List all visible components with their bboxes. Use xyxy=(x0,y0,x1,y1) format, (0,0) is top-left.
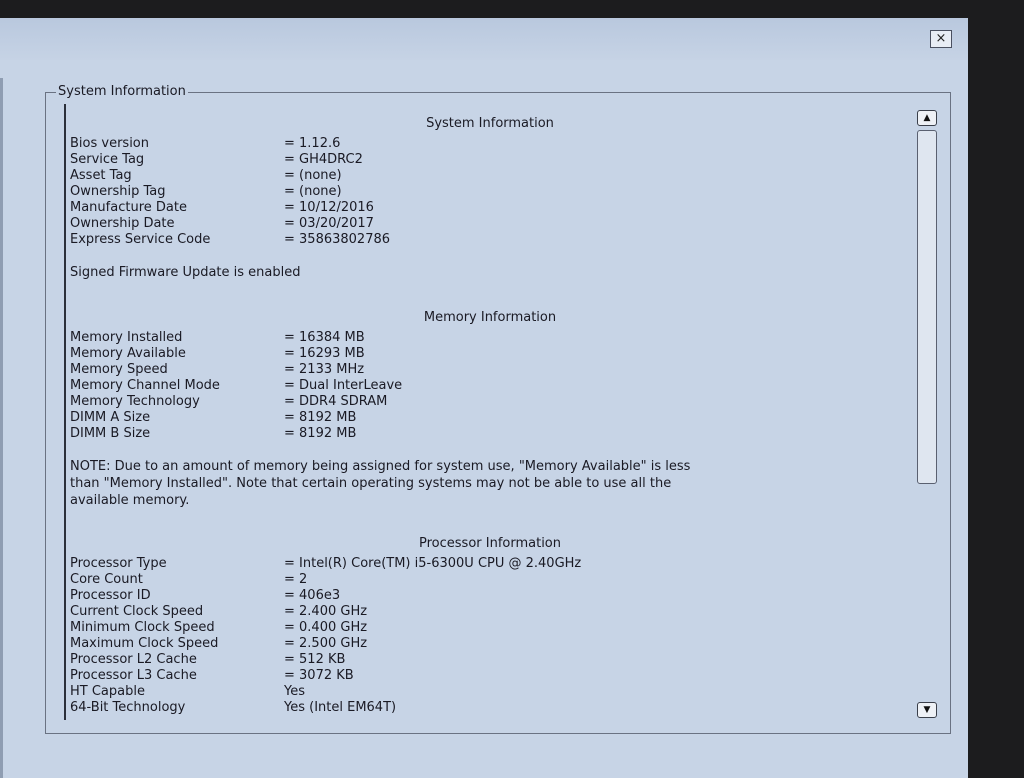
system-row-label: Express Service Code xyxy=(70,232,211,247)
memory-row-value: = 8192 MB xyxy=(284,426,357,441)
memory-note-line: NOTE: Due to an amount of memory being assigned for system use, "Memory Available" is less xyxy=(70,459,691,474)
processor-row xyxy=(70,588,910,604)
processor-row xyxy=(70,668,910,684)
processor-row-label: Processor L3 Cache xyxy=(70,668,197,683)
system-row xyxy=(70,200,910,216)
system-row-label: Service Tag xyxy=(70,152,145,167)
processor-row-label: 64-Bit Technology xyxy=(70,700,186,715)
signed-firmware-status: Signed Firmware Update is enabled xyxy=(70,265,301,280)
memory-row-label: DIMM A Size xyxy=(70,410,151,425)
left-edge-line xyxy=(0,78,3,778)
system-row xyxy=(70,152,910,168)
memory-row-value: = Dual InterLeave xyxy=(284,378,403,393)
processor-row xyxy=(70,572,910,588)
memory-row-value: = 8192 MB xyxy=(284,410,357,425)
vertical-scrollbar[interactable] xyxy=(914,104,940,721)
processor-row-value: = 3072 KB xyxy=(284,668,354,683)
system-row-label: Ownership Date xyxy=(70,216,175,231)
processor-row xyxy=(70,620,910,636)
system-row xyxy=(70,232,910,248)
processor-row-value: = 2.400 GHz xyxy=(284,604,368,619)
system-row xyxy=(70,136,910,152)
memory-row xyxy=(70,346,910,362)
processor-row xyxy=(70,604,910,620)
processor-row-value: = 2.500 GHz xyxy=(284,636,368,651)
close-icon: × xyxy=(935,31,947,46)
close-button[interactable] xyxy=(930,30,952,48)
title-bar xyxy=(0,18,968,60)
memory-row xyxy=(70,410,910,426)
system-information-group xyxy=(45,84,951,734)
processor-row xyxy=(70,684,910,700)
system-row-value: = GH4DRC2 xyxy=(284,152,363,167)
memory-row xyxy=(70,394,910,410)
scroll-down-button[interactable] xyxy=(917,702,937,718)
processor-row-value: = Intel(R) Core(TM) i5-6300U CPU @ 2.40GHz xyxy=(284,556,582,571)
memory-note-line: than "Memory Installed". Note that certain operating systems may not be able to use all the xyxy=(70,476,672,491)
memory-row-value: = 16293 MB xyxy=(284,346,365,361)
system-row-label: Ownership Tag xyxy=(70,184,166,199)
system-row-value: = 1.12.6 xyxy=(284,136,341,151)
memory-row-label: DIMM B Size xyxy=(70,426,151,441)
system-row xyxy=(70,184,910,200)
processor-row-value: Yes (Intel EM64T) xyxy=(284,700,397,715)
triangle-up-icon: ▲ xyxy=(923,113,931,123)
memory-row xyxy=(70,426,910,442)
system-row-label: Bios version xyxy=(70,136,150,151)
system-row xyxy=(70,168,910,184)
memory-row-label: Memory Technology xyxy=(70,394,200,409)
processor-row xyxy=(70,556,910,572)
system-row-value: = 03/20/2017 xyxy=(284,216,374,231)
processor-row-value: = 2 xyxy=(284,572,308,587)
system-row-value: = (none) xyxy=(284,168,342,183)
memory-info-title: Memory Information xyxy=(423,310,557,325)
system-row-label: Asset Tag xyxy=(70,168,132,183)
processor-row-label: Maximum Clock Speed xyxy=(70,636,219,651)
memory-row xyxy=(70,378,910,394)
memory-note-line: available memory. xyxy=(70,493,190,508)
system-row-value: = 10/12/2016 xyxy=(284,200,374,215)
memory-row-label: Memory Available xyxy=(70,346,186,361)
processor-row-value: = 406e3 xyxy=(284,588,341,603)
processor-row xyxy=(70,700,910,716)
system-row-value: = 35863802786 xyxy=(284,232,391,247)
system-row-value: = (none) xyxy=(284,184,342,199)
system-row-label: Manufacture Date xyxy=(70,200,187,215)
processor-row xyxy=(70,652,910,668)
processor-row-label: HT Capable xyxy=(70,684,145,699)
processor-row-value: = 512 KB xyxy=(284,652,346,667)
scroll-thumb[interactable] xyxy=(917,130,937,484)
memory-row xyxy=(70,362,910,378)
processor-info-title: Processor Information xyxy=(419,536,561,551)
memory-row-label: Memory Installed xyxy=(70,330,183,345)
processor-row-label: Processor ID xyxy=(70,588,151,603)
system-info-title: System Information xyxy=(426,116,554,131)
processor-row-value: Yes xyxy=(284,684,305,699)
memory-row xyxy=(70,330,910,346)
memory-row-value: = 16384 MB xyxy=(284,330,365,345)
bios-screen xyxy=(0,18,968,778)
processor-row-label: Core Count xyxy=(70,572,143,587)
processor-row-label: Processor L2 Cache xyxy=(70,652,197,667)
system-row xyxy=(70,216,910,232)
processor-row-label: Minimum Clock Speed xyxy=(70,620,215,635)
memory-row-label: Memory Speed xyxy=(70,362,168,377)
memory-row-value: = DDR4 SDRAM xyxy=(284,394,388,409)
processor-row-label: Processor Type xyxy=(70,556,167,571)
processor-row-value: = 0.400 GHz xyxy=(284,620,368,635)
memory-row-label: Memory Channel Mode xyxy=(70,378,220,393)
memory-row-value: = 2133 MHz xyxy=(284,362,365,377)
processor-row-label: Current Clock Speed xyxy=(70,604,204,619)
processor-row xyxy=(70,636,910,652)
group-title: System Information xyxy=(58,84,186,99)
scroll-up-button[interactable] xyxy=(917,110,937,126)
triangle-down-icon: ▼ xyxy=(923,705,931,715)
info-panel xyxy=(64,104,914,720)
